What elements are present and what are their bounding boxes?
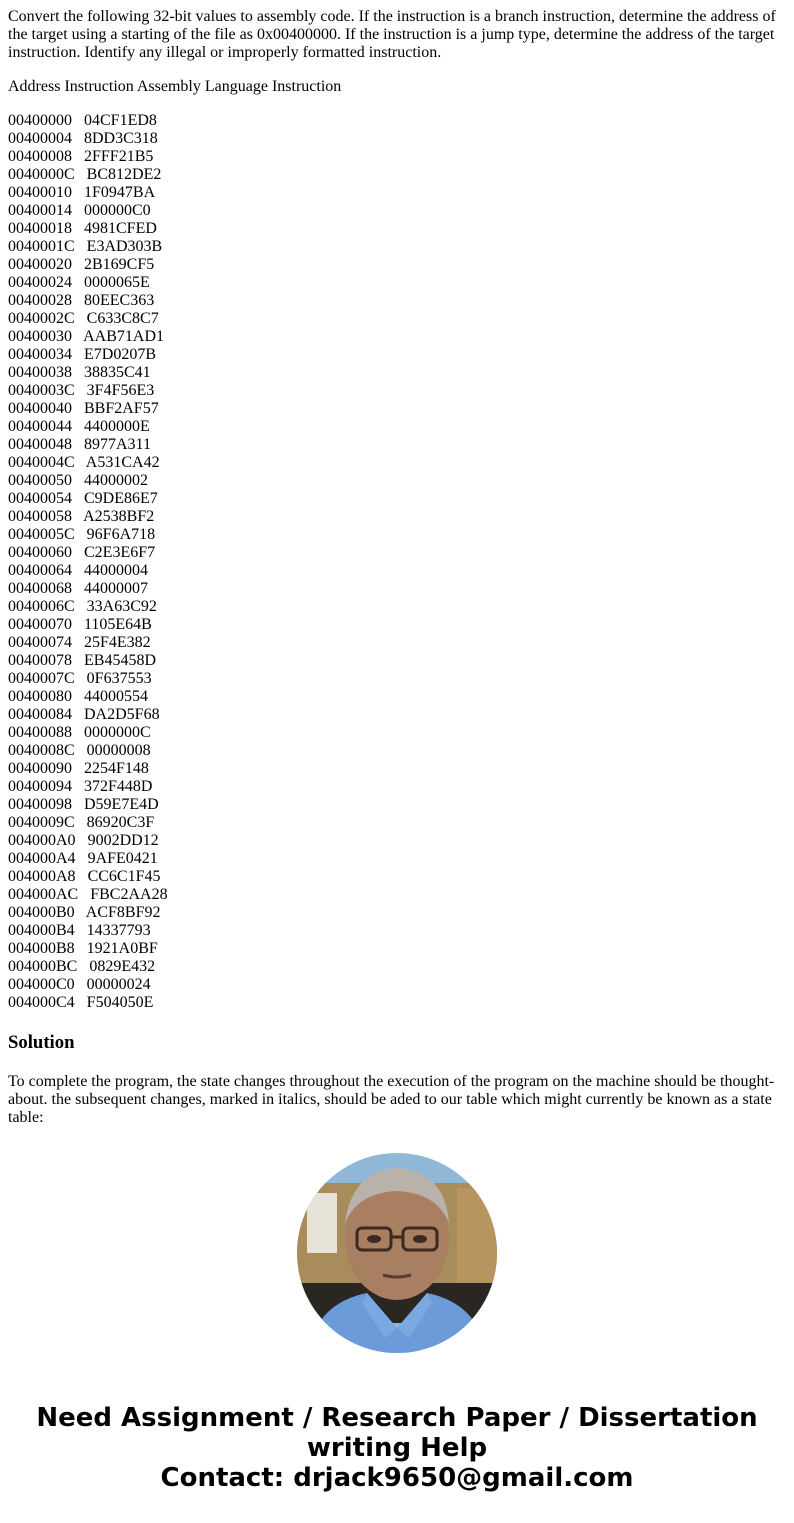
address-cell: 00400008 [8,148,72,165]
address-cell: 00400018 [8,220,72,237]
instruction-cell: DA2D5F68 [84,706,160,723]
instruction-cell: 00000008 [86,742,151,759]
instruction-row [8,184,786,202]
address-cell: 00400068 [8,580,72,597]
instruction-cell: BC812DE2 [86,166,162,183]
address-cell: 004000C4 [8,994,75,1011]
address-cell: 00400050 [8,472,72,489]
address-cell: 00400020 [8,256,72,273]
instruction-cell: BBF2AF57 [84,400,159,417]
instruction-row [8,508,786,526]
address-cell: 004000A4 [8,850,76,867]
address-cell: 004000A8 [8,868,76,885]
address-cell: 004000B0 [8,904,75,921]
banner-line-2: writing Help [306,1433,488,1463]
address-cell: 00400010 [8,184,72,201]
instruction-row [8,328,786,346]
address-cell: 00400054 [8,490,72,507]
instruction-cell: C633C8C7 [86,310,159,327]
address-cell: 00400098 [8,796,72,813]
instruction-row [8,544,786,562]
instruction-row [8,940,786,958]
address-cell: 00400078 [8,652,72,669]
instruction-cell: 2254F148 [84,760,149,777]
instruction-cell: 4981CFED [84,220,157,237]
instruction-row [8,688,786,706]
instruction-row [8,220,786,238]
instruction-row [8,382,786,400]
instruction-cell: E3AD303B [86,238,163,255]
address-cell: 00400084 [8,706,72,723]
address-cell: 0040003C [8,382,75,399]
address-cell: 004000B8 [8,940,75,957]
address-cell: 004000B4 [8,922,75,939]
address-cell: 00400044 [8,418,72,435]
instruction-cell: 1921A0BF [86,940,158,957]
instruction-row [8,112,786,130]
instruction-row [8,760,786,778]
instruction-cell: A2538BF2 [83,508,155,525]
instruction-row [8,634,786,652]
address-cell: 00400040 [8,400,72,417]
instruction-cell: F504050E [86,994,154,1011]
address-cell: 00400028 [8,292,72,309]
instruction-cell: 1F0947BA [84,184,156,201]
instruction-row [8,868,786,886]
instruction-row [8,976,786,994]
instruction-cell: 000000C0 [84,202,151,219]
instruction-cell: 9AFE0421 [87,850,158,867]
question-intro: Convert the following 32-bit values to assembly code. If the instruction is a branch instruction, determine the address of the target using a starting of the file as 0x00400000. If the instruction is a jump type, determine the address of the target instruction. Identify any illegal or improperly formatted instruction. [8,8,776,61]
instruction-row [8,400,786,418]
address-cell: 00400088 [8,724,72,741]
instruction-cell: 38835C41 [84,364,151,381]
instruction-row [8,562,786,580]
instruction-cell: 8DD3C318 [84,130,158,147]
instruction-cell: 1105E64B [84,616,152,633]
instruction-row [8,166,786,184]
instruction-row [8,814,786,832]
instruction-row [8,364,786,382]
instruction-row [8,292,786,310]
instruction-cell: 14337793 [86,922,151,939]
instruction-row [8,778,786,796]
address-cell: 00400060 [8,544,72,561]
instruction-row [8,886,786,904]
instruction-cell: 04CF1ED8 [84,112,157,129]
instruction-row [8,922,786,940]
instruction-row [8,274,786,292]
instruction-row [8,454,786,472]
instruction-cell: 33A63C92 [86,598,157,615]
instruction-cell: CC6C1F45 [87,868,161,885]
instruction-cell: 0000065E [84,274,150,291]
instruction-row [8,706,786,724]
instruction-cell: C2E3E6F7 [84,544,156,561]
banner-contact: Contact: drjack9650@gmail.com [160,1463,634,1493]
instruction-cell: 44000002 [84,472,148,489]
instruction-cell: 0000000C [84,724,151,741]
address-cell: 0040008C [8,742,75,759]
instruction-cell: 80EEC363 [84,292,155,309]
instruction-cell: 0829E432 [89,958,156,975]
instruction-cell: 8977A311 [84,436,151,453]
banner-line-1: Need Assignment / Research Paper / Dissertation [36,1403,758,1433]
address-cell: 004000BC [8,958,78,975]
instruction-row [8,724,786,742]
instruction-cell: ACF8BF92 [85,904,161,921]
instruction-row [8,418,786,436]
instruction-cell: 372F448D [84,778,153,795]
instruction-cell: 2FFF21B5 [84,148,154,165]
solution-text: To complete the program, the state changes throughout the execution of the program on the machine should be thought-about. the subsequent changes, marked in italics, should be aded to our table which might currently be known as a state table: [8,1073,775,1126]
instruction-row [8,652,786,670]
instruction-row [8,472,786,490]
instruction-row [8,958,786,976]
instruction-row [8,202,786,220]
author-avatar [297,1153,497,1353]
solution-heading: Solution [8,1032,75,1053]
instruction-row [8,994,786,1012]
address-cell: 00400090 [8,760,72,777]
address-cell: 0040002C [8,310,75,327]
instruction-row [8,580,786,598]
instruction-cell: 00000024 [86,976,151,993]
instruction-listing [8,112,786,1012]
instruction-row [8,742,786,760]
address-cell: 00400024 [8,274,72,291]
instruction-cell: D59E7E4D [84,796,159,813]
instruction-cell: AAB71AD1 [83,328,165,345]
instruction-row [8,850,786,868]
address-cell: 00400064 [8,562,72,579]
address-cell: 00400000 [8,112,72,129]
instruction-cell: 25F4E382 [84,634,151,651]
instruction-row [8,238,786,256]
instruction-row [8,616,786,634]
address-cell: 00400038 [8,364,72,381]
instruction-cell: EB45458D [84,652,156,669]
instruction-cell: 44000004 [84,562,148,579]
address-cell: 0040005C [8,526,75,543]
table-header: Address Instruction Assembly Language Instruction [8,78,342,95]
instruction-cell: 9002DD12 [87,832,159,849]
address-cell: 004000AC [8,886,79,903]
address-cell: 00400004 [8,130,72,147]
instruction-cell: 2B169CF5 [84,256,155,273]
address-cell: 0040001C [8,238,75,255]
address-cell: 0040009C [8,814,75,831]
instruction-row [8,436,786,454]
instruction-row [8,490,786,508]
address-cell: 0040007C [8,670,75,687]
address-cell: 00400058 [8,508,72,525]
contact-banner [0,1403,794,1493]
instruction-row [8,130,786,148]
address-cell: 00400074 [8,634,72,651]
address-cell: 00400030 [8,328,72,345]
instruction-row [8,670,786,688]
instruction-row [8,526,786,544]
instruction-row [8,310,786,328]
instruction-cell: C9DE86E7 [84,490,158,507]
address-cell: 0040000C [8,166,75,183]
address-cell: 00400094 [8,778,72,795]
instruction-row [8,796,786,814]
address-cell: 004000C0 [8,976,75,993]
instruction-cell: 3F4F56E3 [86,382,155,399]
instruction-cell: 44000007 [84,580,148,597]
instruction-cell: E7D0207B [84,346,156,363]
instruction-row [8,346,786,364]
address-cell: 00400014 [8,202,72,219]
instruction-cell: 4400000E [84,418,150,435]
instruction-cell: A531CA42 [85,454,160,471]
instruction-cell: 96F6A718 [86,526,156,543]
instruction-row [8,598,786,616]
instruction-cell: 0F637553 [86,670,152,687]
portrait-photo [297,1153,497,1353]
instruction-row [8,148,786,166]
address-cell: 00400048 [8,436,72,453]
address-cell: 0040006C [8,598,75,615]
address-cell: 00400034 [8,346,72,363]
instruction-cell: 44000554 [84,688,148,705]
instruction-row [8,832,786,850]
address-cell: 0040004C [8,454,75,471]
address-cell: 00400070 [8,616,72,633]
address-cell: 004000A0 [8,832,76,849]
instruction-cell: FBC2AA28 [90,886,168,903]
instruction-row [8,904,786,922]
address-cell: 00400080 [8,688,72,705]
instruction-row [8,256,786,274]
instruction-cell: 86920C3F [86,814,155,831]
